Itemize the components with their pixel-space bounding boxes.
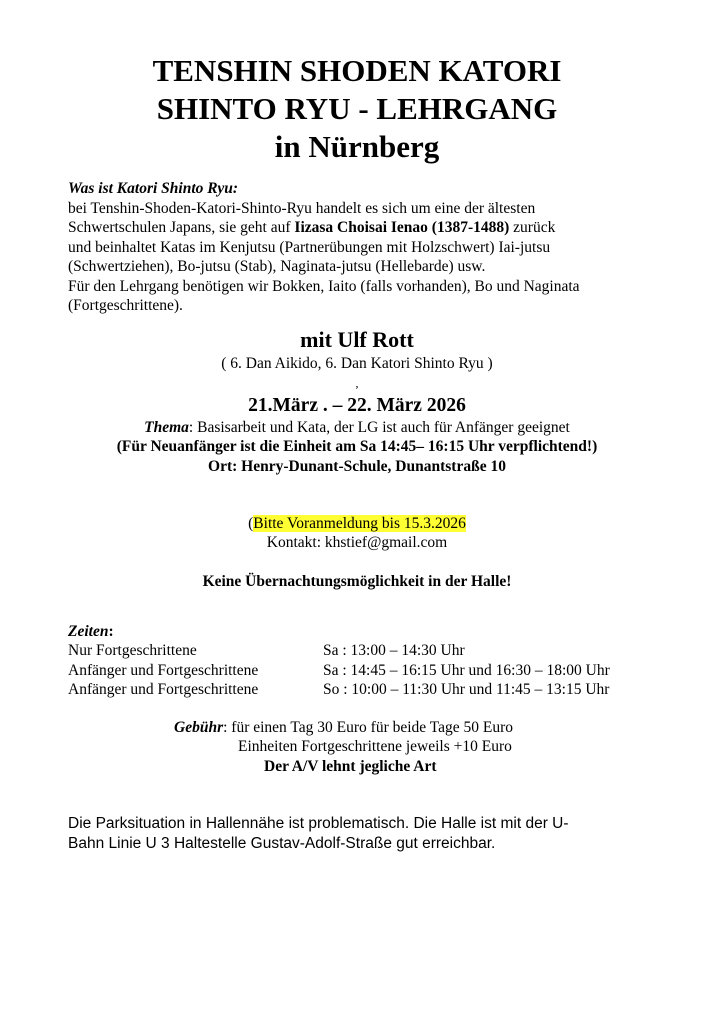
parking-line-2: Bahn Linie U 3 Haltestelle Gustav-Adolf-Straße gut erreichbar. xyxy=(68,835,496,852)
times-heading-colon: : xyxy=(108,623,114,640)
fee-text: : für einen Tag 30 Euro für beide Tage 50 Euro xyxy=(223,719,514,736)
intro-section xyxy=(68,179,668,316)
schedule-time: Sa : 14:45 – 16:15 Uhr und 16:30 – 18:00 Uhr xyxy=(323,662,610,679)
schedule-group: Anfänger und Fortgeschrittene xyxy=(68,662,259,679)
schedule-group: Nur Fortgeschrittene xyxy=(68,642,197,659)
times-heading-label: Zeiten xyxy=(68,623,109,640)
intro-line-6: (Fortgeschrittene). xyxy=(68,297,183,314)
contact: Kontakt: khstief@gmail.com xyxy=(266,534,448,551)
intro-line-2-end: zurück xyxy=(509,219,556,236)
disclaimer: Der A/V lehnt jegliche Art xyxy=(264,758,437,775)
schedule-time: So : 10:00 – 11:30 Uhr und 11:45 – 13:15 Uhr xyxy=(323,681,610,698)
times-heading xyxy=(68,622,114,642)
intro-line-3: und beinhaltet Katas im Kenjutsu (Partnerübungen mit Holzschwert) Iai-jutsu xyxy=(68,238,551,256)
fee-line xyxy=(174,718,513,738)
no-overnight-notice: Keine Übernachtungsmöglichkeit in der Halle! xyxy=(202,573,512,590)
parking-line-1: Die Parksituation in Hallennähe ist problematisch. Die Halle ist mit der U- xyxy=(68,815,569,832)
title-line-1: TENSHIN SHODEN KATORI xyxy=(152,53,562,88)
intro-line-1: bei Tenshin-Shoden-Katori-Shinto-Ryu handelt es sich um eine der ältesten xyxy=(68,199,536,217)
intro-line-5: Für den Lehrgang benötigen wir Bokken, Iaito (falls vorhanden), Bo und Naginata xyxy=(68,277,580,295)
thema-text: : Basisarbeit und Kata, der LG ist auch für Anfänger geeignet xyxy=(188,419,570,436)
founder-name: Iizasa Choisai Ienao (1387-1488) xyxy=(294,219,510,236)
schedule-group: Anfänger und Fortgeschrittene xyxy=(68,681,259,698)
intro-line-4: (Schwertziehen), Bo-jutsu (Stab), Naginata-jutsu (Hellebarde) usw. xyxy=(68,258,486,275)
schedule-time: Sa : 13:00 – 14:30 Uhr xyxy=(323,642,465,659)
title-line-2: SHINTO RYU - LEHRGANG xyxy=(156,91,558,126)
fee-advanced: Einheiten Fortgeschrittene jeweils +10 Euro xyxy=(238,738,512,755)
page-title xyxy=(0,52,714,166)
intro-line-2 xyxy=(68,218,668,238)
title-line-3: in Nürnberg xyxy=(274,129,440,164)
schedule-row xyxy=(68,641,668,661)
registration-paren: ( xyxy=(248,515,254,532)
separator: , xyxy=(355,376,359,390)
fee-label: Gebühr xyxy=(174,719,224,736)
thema-line xyxy=(0,418,714,438)
thema-label: Thema xyxy=(144,419,189,436)
schedule-row xyxy=(68,661,668,681)
intro-line-2-text: Schwertschulen Japans, sie geht auf xyxy=(68,219,295,236)
registration-line xyxy=(0,514,714,534)
teacher-ranks: ( 6. Dan Aikido, 6. Dan Katori Shinto Ryu ) xyxy=(221,355,493,372)
teacher-name: mit Ulf Rott xyxy=(300,327,414,352)
event-dates: 21.März . – 22. März 2026 xyxy=(248,395,466,416)
beginner-note: (Für Neuanfänger ist die Einheit am Sa 14:45– 16:15 Uhr verpflichtend!) xyxy=(116,438,598,455)
intro-heading: Was ist Katori Shinto Ryu: xyxy=(68,180,238,197)
schedule-row xyxy=(68,680,668,700)
location: Ort: Henry-Dunant-Schule, Dunantstraße 10 xyxy=(208,458,506,475)
registration-highlight: Bitte Voranmeldung bis 15.3.2026 xyxy=(253,515,466,532)
parking-info xyxy=(68,814,668,854)
